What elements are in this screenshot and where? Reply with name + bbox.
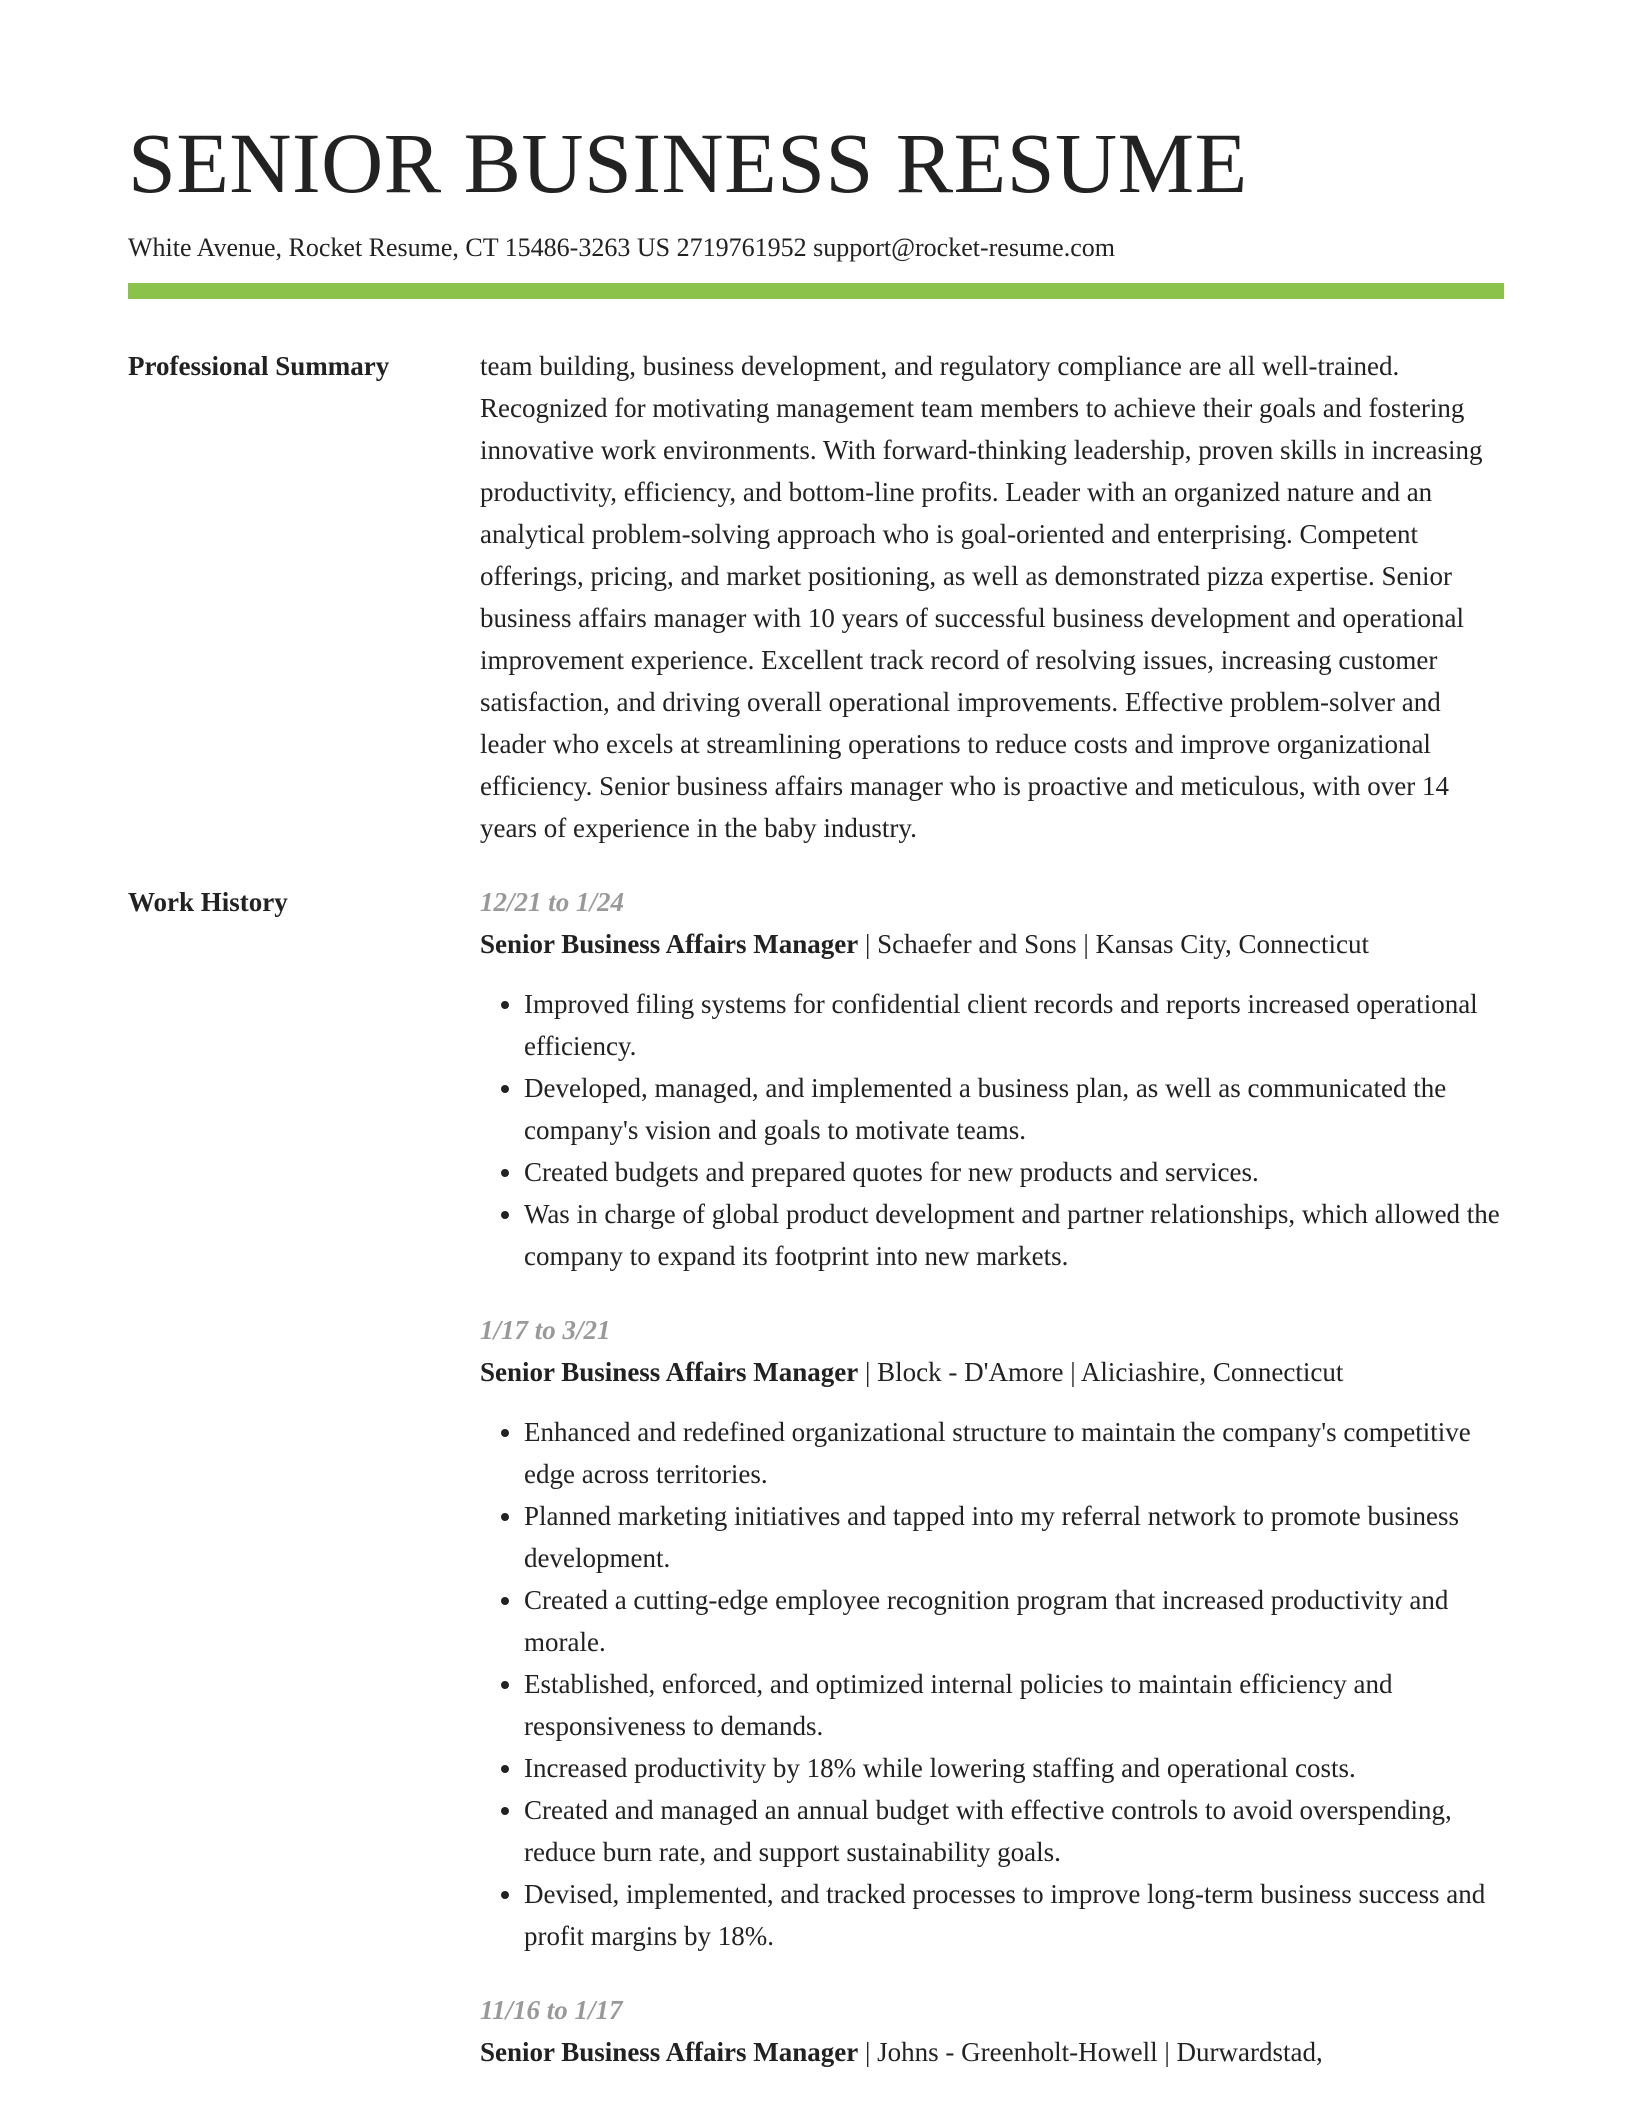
job-bullet-list xyxy=(480,983,1504,1277)
summary-text: team building, business development, and regulatory compliance are all well-trained. Recognized for motivating management team members to achieve their goals and fostering innovative work environments. With forward-thinking leadership, proven skills in increasing productivity, efficiency, and bottom-line profits. Leader with an organized nature and an analytical problem-solving approach who is goal-oriented and enterprising. Competent offerings, pricing, and market positioning, as well as demonstrated pizza expertise. Senior business affairs manager with 10 years of successful business development and operational improvement experience. Excellent track record of resolving issues, increasing customer satisfaction, and driving overall operational improvements. Effective problem-solver and leader who excels at streamlining operations to reduce costs and improve organizational efficiency. Senior business affairs manager who is proactive and meticulous, with over 14 years of experience in the baby industry. xyxy=(480,351,1483,844)
job-employer-location: | Schaefer and Sons | Kansas City, Connecticut xyxy=(858,929,1369,960)
job-title: Senior Business Affairs Manager xyxy=(480,929,859,960)
job-bullet-list xyxy=(480,1411,1504,1957)
job-bullet: • Was in charge of global product development and partner relationships, which allowed the company to expand its footprint into new markets. xyxy=(524,1193,1504,1277)
job-entry xyxy=(480,1309,1504,1957)
job-heading xyxy=(480,923,1504,965)
job-entry xyxy=(480,881,1504,1277)
job-dates: 11/16 to 1/17 xyxy=(480,1995,623,2026)
job-bullet: • Planned marketing initiatives and tapped into my referral network to promote business development. xyxy=(524,1495,1504,1579)
work-history-list xyxy=(480,881,1504,2105)
work-history-section xyxy=(128,881,1504,2105)
job-bullet: • Increased productivity by 18% while lowering staffing and operational costs. xyxy=(524,1747,1504,1789)
professional-summary-section xyxy=(128,345,1504,849)
job-title: Senior Business Affairs Manager xyxy=(480,1357,859,1388)
contact-line: White Avenue, Rocket Resume, CT 15486-3263 US 2719761952 support@rocket-resume.com xyxy=(128,233,1115,262)
job-bullet: • Created a cutting-edge employee recognition program that increased productivity and morale. xyxy=(524,1579,1504,1663)
section-label-professional-summary: Professional Summary xyxy=(128,351,390,382)
job-bullet: • Established, enforced, and optimized internal policies to maintain efficiency and responsiveness to demands. xyxy=(524,1663,1504,1747)
job-employer-location: | Johns - Greenholt-Howell | Durwardstad, xyxy=(858,2037,1323,2068)
job-bullet: • Devised, implemented, and tracked processes to improve long-term business success and profit margins by 18%. xyxy=(524,1873,1504,1957)
resume-title: SENIOR BUSINESS RESUME xyxy=(128,115,1248,211)
job-bullet: • Created budgets and prepared quotes for new products and services. xyxy=(524,1151,1504,1193)
job-entry xyxy=(480,1989,1504,2073)
job-dates: 1/17 to 3/21 xyxy=(480,1315,611,1346)
job-bullet: • Improved filing systems for confidential client records and reports increased operational efficiency. xyxy=(524,983,1504,1067)
section-label-work-history: Work History xyxy=(128,887,288,918)
accent-divider xyxy=(128,283,1504,299)
job-heading xyxy=(480,2031,1504,2073)
job-dates: 12/21 to 1/24 xyxy=(480,887,625,918)
job-bullet: • Enhanced and redefined organizational structure to maintain the company's competitive edge across territories. xyxy=(524,1411,1504,1495)
job-heading xyxy=(480,1351,1504,1393)
job-bullet: • Created and managed an annual budget with effective controls to avoid overspending, reduce burn rate, and support sustainability goals. xyxy=(524,1789,1504,1873)
job-employer-location: | Block - D'Amore | Aliciashire, Connecticut xyxy=(858,1357,1344,1388)
job-title: Senior Business Affairs Manager xyxy=(480,2037,859,2068)
job-bullet: • Developed, managed, and implemented a business plan, as well as communicated the company's vision and goals to motivate teams. xyxy=(524,1067,1504,1151)
resume-page xyxy=(128,115,1504,2105)
